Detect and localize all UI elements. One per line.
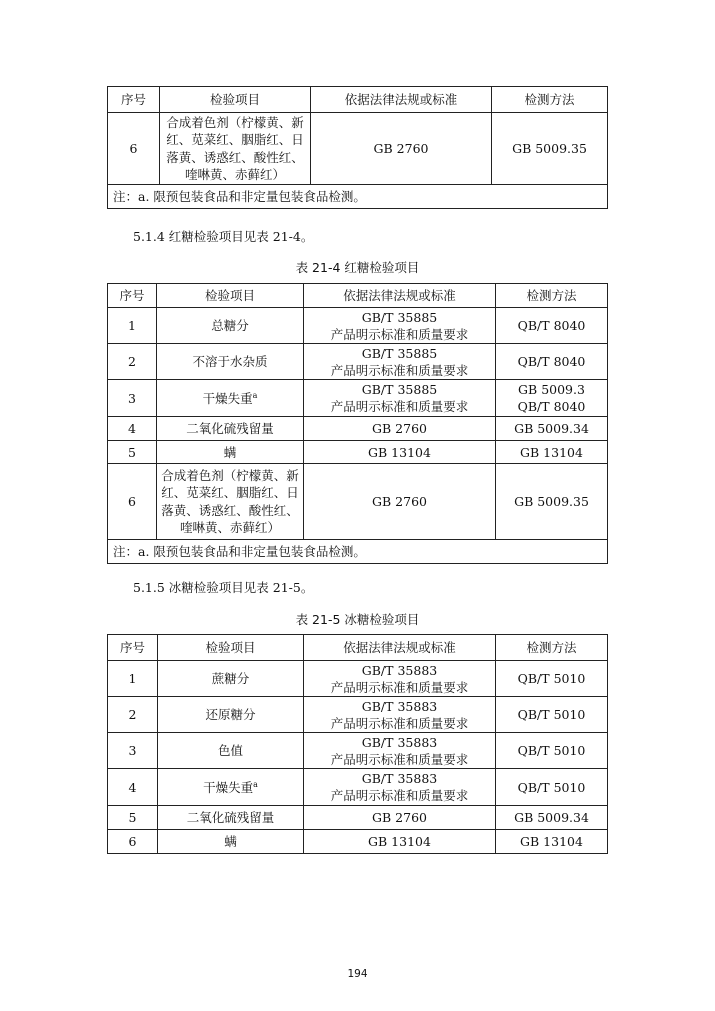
table-row xyxy=(108,806,608,830)
table-row xyxy=(108,308,608,344)
item-line: 喹啉黄、赤藓红） xyxy=(179,520,280,535)
table-row xyxy=(108,417,608,441)
item-text: 干燥失重 xyxy=(203,779,254,795)
cell-standard xyxy=(304,661,496,697)
standard-line: 产品明示标准和质量要求 xyxy=(330,715,469,731)
standard-line: GB/T 35885 xyxy=(361,309,438,325)
footnote-marker: a xyxy=(252,390,258,400)
standard-line: 产品明示标准和质量要求 xyxy=(330,679,469,695)
item-line: 喹啉黄、赤藓红） xyxy=(184,167,285,182)
col-header-standard: 依据法律法规或标准 xyxy=(304,635,496,661)
cell-standard: GB 13104 xyxy=(304,441,496,464)
standard-line: GB/T 35883 xyxy=(361,734,438,750)
cell-no: 4 xyxy=(108,769,158,806)
cell-method: QB/T 8040 xyxy=(496,308,608,344)
table-row xyxy=(108,441,608,464)
cell-standard xyxy=(304,308,496,344)
cell-item xyxy=(158,769,304,806)
table-continuation xyxy=(107,86,608,209)
table-row xyxy=(108,113,608,185)
cell-item xyxy=(157,464,304,540)
item-line: 落黄、诱惑红、酸性红、 xyxy=(161,502,299,518)
item-line: 落黄、诱惑红、酸性红、 xyxy=(166,149,304,165)
col-header-no: 序号 xyxy=(108,635,158,661)
cell-item: 二氧化硫残留量 xyxy=(157,417,304,441)
cell-method: QB/T 8040 xyxy=(496,344,608,380)
cell-no: 6 xyxy=(108,464,157,540)
col-header-method: 检测方法 xyxy=(496,635,608,661)
paragraph-5-1-4: 5.1.4 红糖检验项目见表 21-4。 xyxy=(133,229,314,244)
cell-method: GB 5009.34 xyxy=(496,806,608,830)
cell-no: 4 xyxy=(108,417,157,441)
table-21-4 xyxy=(107,283,608,564)
table-21-5 xyxy=(107,634,608,854)
table-row xyxy=(108,830,608,854)
standard-line: GB/T 35883 xyxy=(361,698,438,714)
item-line: 红、苋菜红、胭脂红、日 xyxy=(166,132,304,147)
method-line: GB 5009.3 xyxy=(518,382,585,397)
cell-item: 不溶于水杂质 xyxy=(157,344,304,380)
cell-method: GB 13104 xyxy=(496,830,608,854)
standard-line: 产品明示标准和质量要求 xyxy=(330,362,469,378)
cell-item: 螨 xyxy=(158,830,304,854)
cell-item xyxy=(157,380,304,417)
cell-method: GB 5009.35 xyxy=(492,113,608,185)
caption-table-21-4: 表 21-4 红糖检验项目 xyxy=(295,260,420,275)
cell-item: 螨 xyxy=(157,441,304,464)
table-note: 注：a. 限预包装食品和非定量包装食品检测。 xyxy=(108,185,608,209)
page-number: 194 xyxy=(347,968,368,980)
table-note: 注：a. 限预包装食品和非定量包装食品检测。 xyxy=(108,540,608,564)
cell-item: 总糖分 xyxy=(157,308,304,344)
cell-item: 蔗糖分 xyxy=(158,661,304,697)
table-row xyxy=(108,697,608,733)
standard-line: 产品明示标准和质量要求 xyxy=(330,751,469,767)
cell-standard: GB 2760 xyxy=(304,417,496,441)
cell-standard xyxy=(304,697,496,733)
table-header-row xyxy=(108,284,608,308)
standard-line: 产品明示标准和质量要求 xyxy=(330,788,469,803)
item-text: 干燥失重 xyxy=(202,390,253,406)
cell-no: 5 xyxy=(108,806,158,830)
item-line: 合成着色剂（柠檬黄、新 xyxy=(166,114,304,130)
cell-method: GB 5009.35 xyxy=(496,464,608,540)
item-line: 合成着色剂（柠檬黄、新 xyxy=(161,467,299,483)
cell-item: 二氧化硫残留量 xyxy=(158,806,304,830)
cell-method: QB/T 5010 xyxy=(496,697,608,733)
cell-method: QB/T 5010 xyxy=(496,733,608,769)
cell-no: 1 xyxy=(108,661,158,697)
cell-standard xyxy=(304,733,496,769)
cell-no: 1 xyxy=(108,308,157,344)
cell-no: 3 xyxy=(108,380,157,417)
col-header-item: 检验项目 xyxy=(160,87,311,113)
standard-line: 产品明示标准和质量要求 xyxy=(330,326,469,342)
table-header-row xyxy=(108,635,608,661)
col-header-method: 检测方法 xyxy=(496,284,608,308)
table-row xyxy=(108,380,608,417)
standard-line: GB/T 35883 xyxy=(361,771,438,786)
col-header-method: 检测方法 xyxy=(492,87,608,113)
cell-standard xyxy=(304,380,496,417)
cell-standard: GB 2760 xyxy=(304,806,496,830)
cell-standard: GB 2760 xyxy=(304,464,496,540)
cell-standard: GB 2760 xyxy=(311,113,492,185)
cell-no: 6 xyxy=(108,113,160,185)
cell-standard xyxy=(304,344,496,380)
standard-line: GB/T 35885 xyxy=(361,382,438,397)
cell-no: 6 xyxy=(108,830,158,854)
table-row xyxy=(108,464,608,540)
item-line: 红、苋菜红、胭脂红、日 xyxy=(161,485,299,500)
method-line: QB/T 8040 xyxy=(517,399,586,414)
cell-method: QB/T 5010 xyxy=(496,661,608,697)
cell-no: 5 xyxy=(108,441,157,464)
table-row xyxy=(108,661,608,697)
paragraph-5-1-5: 5.1.5 冰糖检验项目见表 21-5。 xyxy=(133,580,314,595)
col-header-standard: 依据法律法规或标准 xyxy=(311,87,492,113)
table-row xyxy=(108,769,608,806)
cell-item: 色值 xyxy=(158,733,304,769)
table-note-row xyxy=(108,540,608,564)
cell-method xyxy=(496,380,608,417)
cell-item xyxy=(160,113,311,185)
cell-method: GB 5009.34 xyxy=(496,417,608,441)
standard-line: 产品明示标准和质量要求 xyxy=(330,399,469,414)
cell-no: 2 xyxy=(108,344,157,380)
cell-method: GB 13104 xyxy=(496,441,608,464)
cell-no: 2 xyxy=(108,697,158,733)
col-header-no: 序号 xyxy=(108,87,160,113)
cell-standard xyxy=(304,769,496,806)
col-header-no: 序号 xyxy=(108,284,157,308)
table-header-row xyxy=(108,87,608,113)
standard-line: GB/T 35883 xyxy=(361,662,438,678)
footnote-marker: a xyxy=(253,779,258,789)
table-row xyxy=(108,733,608,769)
cell-no: 3 xyxy=(108,733,158,769)
col-header-standard: 依据法律法规或标准 xyxy=(304,284,496,308)
table-note-row xyxy=(108,185,608,209)
cell-method: QB/T 5010 xyxy=(496,769,608,806)
cell-standard: GB 13104 xyxy=(304,830,496,854)
col-header-item: 检验项目 xyxy=(158,635,304,661)
cell-item: 还原糖分 xyxy=(158,697,304,733)
table-row xyxy=(108,344,608,380)
caption-table-21-5: 表 21-5 冰糖检验项目 xyxy=(295,612,420,627)
col-header-item: 检验项目 xyxy=(157,284,304,308)
standard-line: GB/T 35885 xyxy=(361,345,438,361)
